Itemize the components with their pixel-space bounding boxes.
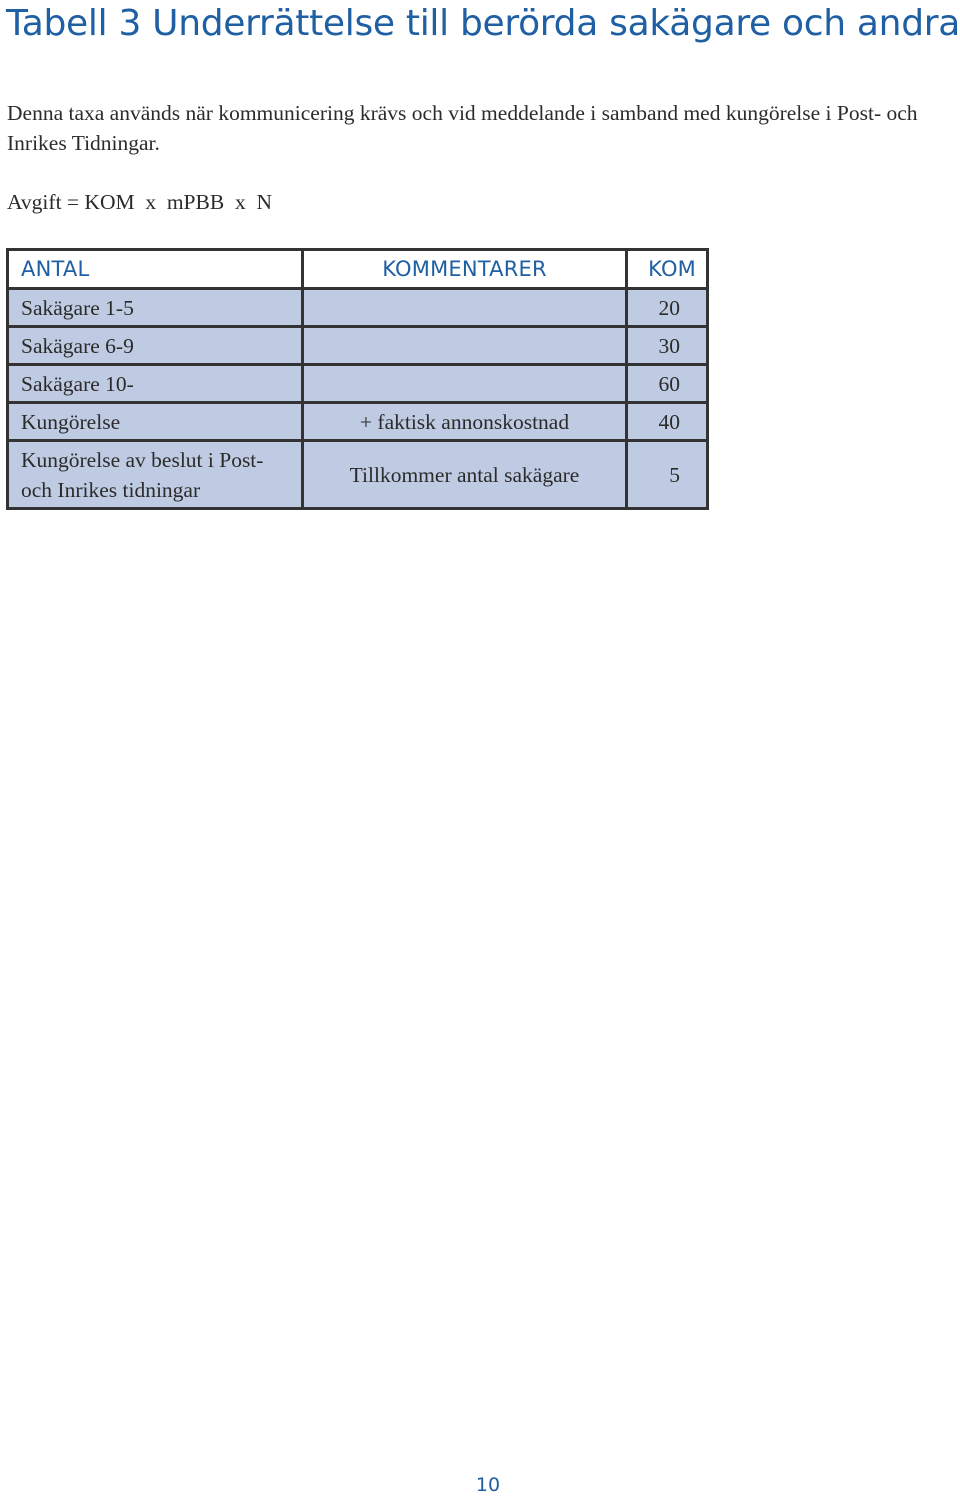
- header-kom: KOM: [627, 250, 708, 289]
- header-antal: ANTAL: [8, 250, 303, 289]
- intro-paragraph: Denna taxa används när kommunicering krävs och vid meddelande i samband med kungörelse i Post- och Inrikes Tidningar.: [7, 101, 918, 155]
- header-kommentarer: KOMMENTARER: [303, 250, 627, 289]
- page-number: 10: [475, 1474, 501, 1496]
- fee-table: [6, 248, 709, 510]
- cell-kom: 30: [627, 327, 708, 365]
- cell-antal: Sakägare 10-: [8, 365, 303, 403]
- table-row: [8, 365, 708, 403]
- cell-kommentarer: [303, 365, 627, 403]
- cell-antal: Sakägare 6-9: [8, 327, 303, 365]
- table-row: [8, 327, 708, 365]
- cell-kommentarer: [303, 289, 627, 327]
- cell-kom: 20: [627, 289, 708, 327]
- cell-kommentarer: + faktisk annonskostnad: [303, 403, 627, 441]
- page-title: Tabell 3 Underrättelse till berörda sakägare och andra: [6, 3, 960, 44]
- table-header-row: [8, 250, 708, 289]
- fee-formula: Avgift = KOM x mPBB x N: [7, 190, 272, 214]
- cell-antal: Sakägare 1-5: [8, 289, 303, 327]
- cell-kommentarer: Tillkommer antal sakägare: [303, 441, 627, 509]
- cell-kom: 40: [627, 403, 708, 441]
- table-row: [8, 289, 708, 327]
- table-row: [8, 403, 708, 441]
- cell-kom: 60: [627, 365, 708, 403]
- cell-kommentarer: [303, 327, 627, 365]
- table-row: [8, 441, 708, 509]
- cell-antal: Kungörelse: [8, 403, 303, 441]
- cell-kom: 5: [627, 441, 708, 509]
- cell-antal: Kungörelse av beslut i Post- och Inrikes tidningar: [8, 441, 303, 509]
